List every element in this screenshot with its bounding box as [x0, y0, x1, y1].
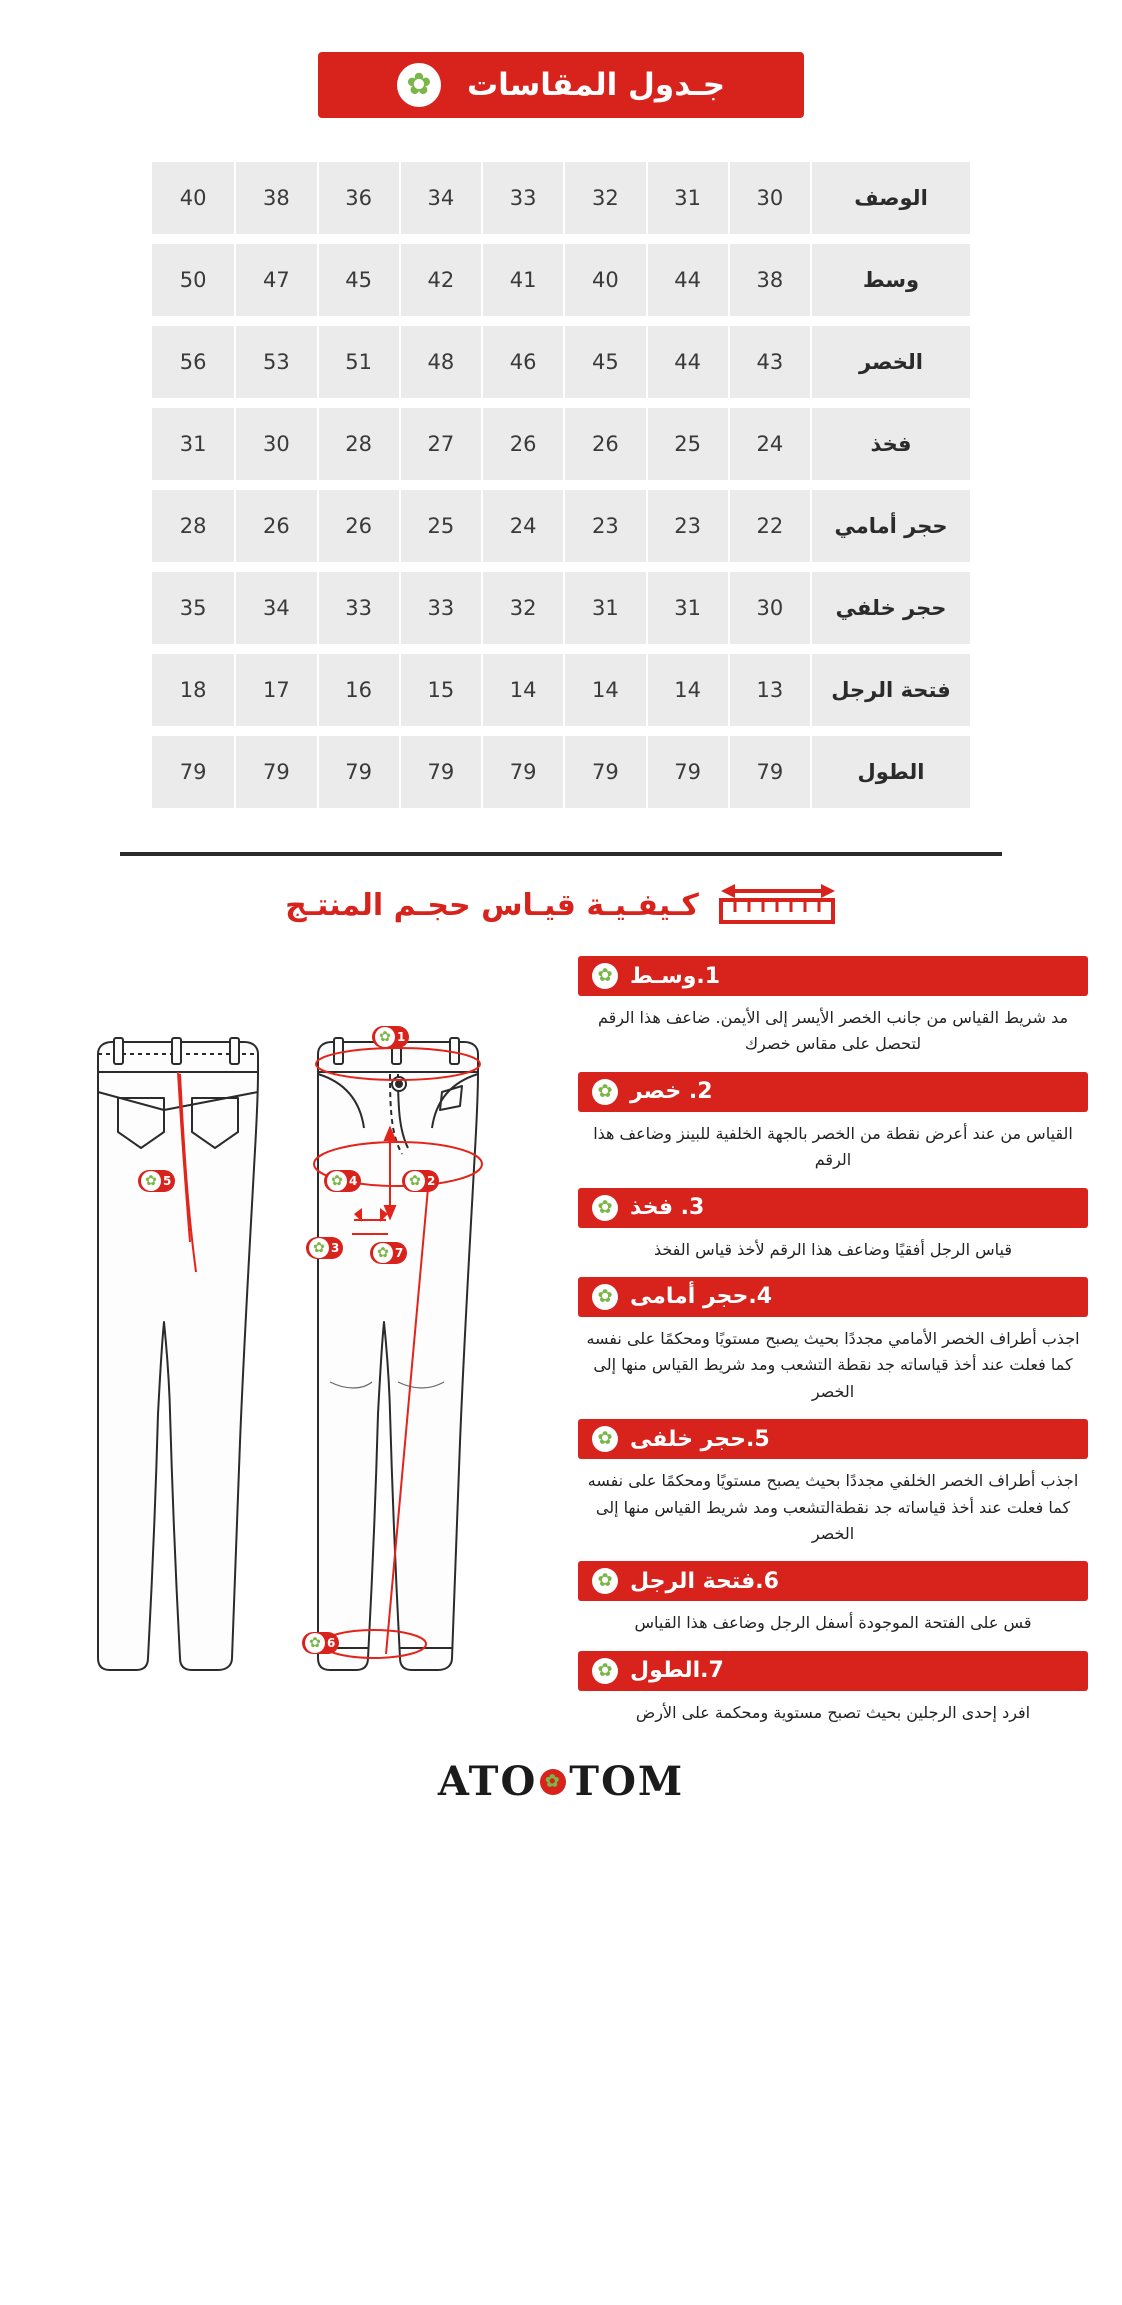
jeans-illustration — [34, 942, 568, 1732]
flower-icon — [397, 63, 441, 107]
step-label: 5.حجر خلفى — [630, 1426, 770, 1452]
table-cell: 44 — [646, 326, 728, 398]
step-header-6 — [578, 1561, 1088, 1601]
table-cell: 31 — [646, 572, 728, 644]
table-cell: 26 — [234, 490, 316, 562]
table-cell: 33 — [317, 572, 399, 644]
table-cell: 79 — [399, 736, 481, 808]
table-cell: 25 — [399, 490, 481, 562]
table-cell: 14 — [563, 654, 645, 726]
row-label: الوصف — [810, 162, 970, 234]
row-label: فتحة الرجل — [810, 654, 970, 726]
table-row — [152, 162, 970, 234]
table-cell: 22 — [728, 490, 810, 562]
marker-number: 4 — [349, 1174, 358, 1188]
table-row — [152, 326, 970, 398]
flower-icon — [592, 963, 618, 989]
table-cell: 79 — [728, 736, 810, 808]
step-header-2 — [578, 1072, 1088, 1112]
table-cell: 26 — [317, 490, 399, 562]
row-label: وسط — [810, 244, 970, 316]
step-label: 1.وسـط — [630, 963, 721, 989]
row-label: فخذ — [810, 408, 970, 480]
row-label: الخصر — [810, 326, 970, 398]
table-cell: 32 — [563, 162, 645, 234]
table-cell: 16 — [317, 654, 399, 726]
flower-icon — [305, 1633, 325, 1653]
table-cell: 53 — [234, 326, 316, 398]
step-header-1 — [578, 956, 1088, 996]
flower-icon — [592, 1284, 618, 1310]
step-label: 3. فخذ — [630, 1195, 705, 1221]
table-cell: 13 — [728, 654, 810, 726]
step-description: اجذب أطراف الخصر الأمامي مجددًا بحيث يصبح مستويًا ومحكمًا على نفسه كما فعلت عند أخذ قياساته جد نقطة التشعب ومد شريط القياس منها إلى الخصر — [586, 1328, 1080, 1401]
table-cell: 40 — [563, 244, 645, 316]
table-cell: 51 — [317, 326, 399, 398]
step-label: 6.فتحة الرجل — [630, 1568, 779, 1594]
table-cell: 38 — [728, 244, 810, 316]
table-cell: 30 — [728, 162, 810, 234]
marker-number: 6 — [327, 1636, 336, 1650]
howto-title-row — [0, 882, 1122, 928]
table-cell: 45 — [563, 326, 645, 398]
table-cell: 17 — [234, 654, 316, 726]
marker-4 — [324, 1170, 361, 1192]
table-cell: 56 — [152, 326, 234, 398]
table-cell: 31 — [646, 162, 728, 234]
table-cell: 24 — [728, 408, 810, 480]
table-cell: 41 — [481, 244, 563, 316]
table-cell: 79 — [481, 736, 563, 808]
marker-2 — [402, 1170, 439, 1192]
jeans-diagram — [68, 942, 568, 1732]
table-cell: 24 — [481, 490, 563, 562]
table-cell: 28 — [317, 408, 399, 480]
table-row — [152, 654, 970, 726]
table-cell: 36 — [317, 162, 399, 234]
table-cell: 14 — [481, 654, 563, 726]
flower-icon — [309, 1238, 329, 1258]
table-cell: 34 — [234, 572, 316, 644]
howto-body — [0, 942, 1122, 1732]
brand-part-1: TOM — [569, 1758, 685, 1805]
step-description: اجذب أطراف الخصر الخلفي مجددًا بحيث يصبح مستويًا ومحكمًا على نفسه كما فعلت عند أخذ قياساته جد نقطةالتشعب ومد شريط القياس منها إلى الخصر — [587, 1471, 1079, 1543]
table-cell: 25 — [646, 408, 728, 480]
flower-icon — [592, 1568, 618, 1594]
table-cell: 79 — [563, 736, 645, 808]
table-cell: 43 — [728, 326, 810, 398]
flower-icon — [592, 1426, 618, 1452]
marker-number: 2 — [427, 1174, 436, 1188]
table-cell: 15 — [399, 654, 481, 726]
table-cell: 79 — [234, 736, 316, 808]
table-cell: 42 — [399, 244, 481, 316]
table-cell: 31 — [152, 408, 234, 480]
table-cell: 47 — [234, 244, 316, 316]
step-description: قياس الرجل أفقيًا وضاعف هذا الرقم لأخذ قياس الفخذ — [653, 1239, 1013, 1259]
table-cell: 31 — [563, 572, 645, 644]
flower-icon — [592, 1195, 618, 1221]
marker-7 — [370, 1242, 407, 1264]
table-cell: 14 — [646, 654, 728, 726]
flower-icon — [592, 1658, 618, 1684]
marker-number: 3 — [331, 1241, 340, 1255]
table-cell: 26 — [481, 408, 563, 480]
step-label: 2. خصر — [630, 1079, 713, 1105]
table-row — [152, 572, 970, 644]
step-description: افرد إحدى الرجلين بحيث تصبح مستوية ومحكمة على الأرض — [635, 1702, 1031, 1722]
table-cell: 40 — [152, 162, 234, 234]
table-cell: 79 — [646, 736, 728, 808]
marker-number: 5 — [163, 1174, 172, 1188]
flower-icon — [373, 1243, 393, 1263]
section-divider — [120, 852, 1002, 856]
table-cell: 79 — [152, 736, 234, 808]
flower-icon — [327, 1171, 347, 1191]
footer — [0, 1732, 1122, 1845]
marker-1 — [372, 1026, 409, 1048]
step-label: 4.حجر أمامى — [630, 1284, 773, 1310]
table-cell: 26 — [563, 408, 645, 480]
table-cell: 46 — [481, 326, 563, 398]
marker-number: 7 — [395, 1246, 404, 1260]
flower-icon — [540, 1769, 566, 1795]
flower-icon — [592, 1079, 618, 1105]
header — [0, 0, 1122, 118]
row-label: حجر أمامي — [810, 490, 970, 562]
table-cell: 18 — [152, 654, 234, 726]
table-cell: 50 — [152, 244, 234, 316]
table-cell: 28 — [152, 490, 234, 562]
table-cell: 38 — [234, 162, 316, 234]
table-cell: 33 — [399, 572, 481, 644]
table-cell: 34 — [399, 162, 481, 234]
row-label: حجر خلفي — [810, 572, 970, 644]
table-cell: 32 — [481, 572, 563, 644]
flower-icon — [375, 1027, 395, 1047]
step-header-3 — [578, 1188, 1088, 1228]
table-cell: 33 — [481, 162, 563, 234]
ruler-icon — [717, 882, 837, 928]
step-label: 7.الطول — [630, 1658, 724, 1684]
row-label: الطول — [810, 736, 970, 808]
table-cell: 27 — [399, 408, 481, 480]
size-table-wrap — [152, 152, 970, 818]
marker-5 — [138, 1170, 175, 1192]
page-title: جـدول المقاسات — [466, 67, 726, 103]
table-cell: 23 — [646, 490, 728, 562]
marker-6 — [302, 1632, 339, 1654]
flower-icon — [141, 1171, 161, 1191]
table-row — [152, 736, 970, 808]
header-banner — [318, 52, 804, 118]
howto-title: كـيفـيـة قيـاس حجـم المنتـج — [285, 887, 699, 923]
marker-3 — [306, 1237, 343, 1259]
table-cell: 44 — [646, 244, 728, 316]
table-row — [152, 244, 970, 316]
steps-column — [568, 942, 1088, 1730]
brand-part-2: ATO — [437, 1758, 538, 1805]
step-description: قس على الفتحة الموجودة أسفل الرجل وضاعف هذا القياس — [634, 1613, 1032, 1633]
brand-logo — [438, 1758, 684, 1805]
marker-number: 1 — [397, 1030, 406, 1044]
flower-icon — [405, 1171, 425, 1191]
table-row — [152, 408, 970, 480]
table-cell: 23 — [563, 490, 645, 562]
table-cell: 30 — [728, 572, 810, 644]
step-header-4 — [578, 1277, 1088, 1317]
table-cell: 48 — [399, 326, 481, 398]
table-cell: 79 — [317, 736, 399, 808]
step-header-7 — [578, 1651, 1088, 1691]
step-description: القياس من عند أعرض نقطة من الخصر بالجهة الخلفية للبينز وضاعف هذا الرقم — [593, 1123, 1073, 1170]
size-table — [152, 152, 970, 818]
table-cell: 35 — [152, 572, 234, 644]
table-row — [152, 490, 970, 562]
table-cell: 45 — [317, 244, 399, 316]
table-cell: 30 — [234, 408, 316, 480]
step-description: مد شريط القياس من جانب الخصر الأيسر إلى الأيمن. ضاعف هذا الرقم لتحصل على مقاس خصرك — [597, 1008, 1069, 1054]
step-header-5 — [578, 1419, 1088, 1459]
